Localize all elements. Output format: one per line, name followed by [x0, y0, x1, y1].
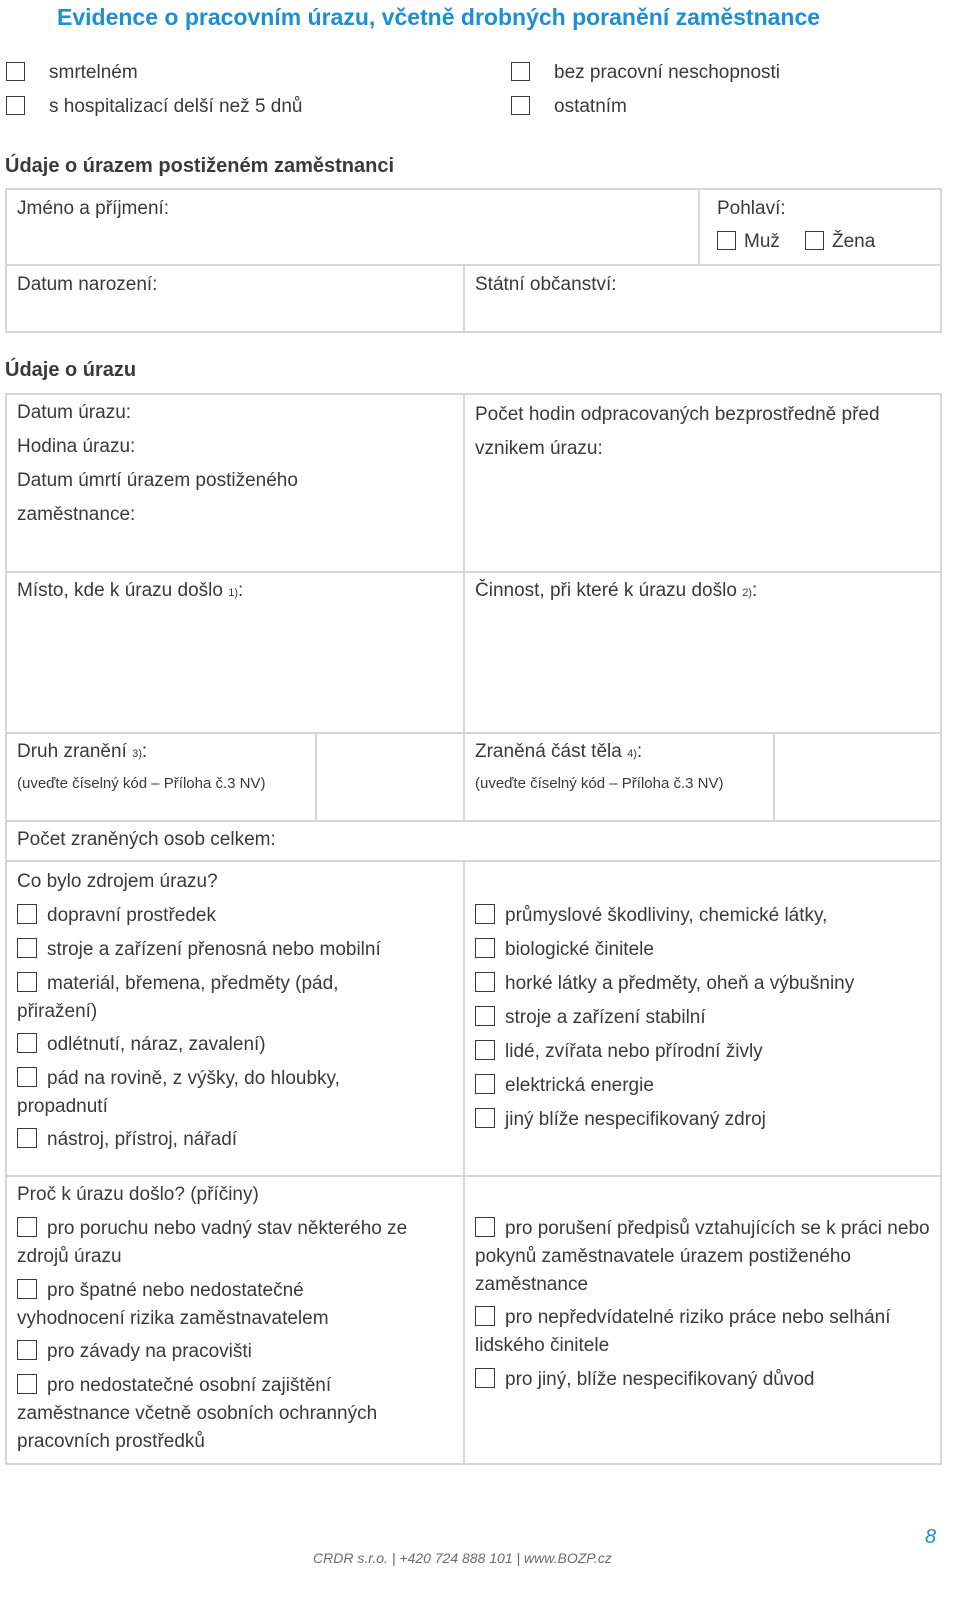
- injury-section-heading: Údaje o úrazu: [5, 359, 137, 381]
- citizenship-label: Státní občanství:: [475, 274, 617, 295]
- divider: [5, 820, 942, 822]
- checkbox[interactable]: [475, 1074, 495, 1094]
- checkbox[interactable]: [475, 1217, 495, 1237]
- gender-option-female[interactable]: Žena: [805, 231, 875, 253]
- source-option[interactable]: průmyslové škodliviny, chemické látky,: [475, 902, 935, 930]
- source-option[interactable]: pád na rovině, z výšky, do hloubky, propadnutí: [17, 1068, 340, 1117]
- divider: [940, 188, 942, 333]
- sources-heading: Co bylo zdrojem úrazu?: [17, 871, 218, 892]
- divider: [463, 860, 465, 1465]
- checkbox[interactable]: [475, 1040, 495, 1060]
- checkbox[interactable]: [17, 972, 37, 992]
- severity-option-other[interactable]: ostatním: [511, 96, 627, 118]
- injured-count-label: Počet zraněných osob celkem:: [17, 829, 276, 850]
- cause-option[interactable]: pro poruchu nebo vadný stav některého ze zdrojů úrazu: [17, 1218, 408, 1267]
- source-option[interactable]: horké látky a předměty, oheň a výbušniny: [475, 970, 935, 998]
- source-option[interactable]: nástroj, přístroj, nářadí: [17, 1126, 447, 1154]
- severity-option-no-sick-leave[interactable]: bez pracovní neschopnosti: [511, 62, 780, 84]
- divider: [5, 188, 942, 190]
- divider: [5, 331, 942, 333]
- checkbox[interactable]: [6, 62, 25, 81]
- checkbox[interactable]: [17, 938, 37, 958]
- causes-heading: Proč k úrazu došlo? (příčiny): [17, 1184, 259, 1205]
- source-option[interactable]: biologické činitele: [475, 936, 935, 964]
- checkbox[interactable]: [475, 1306, 495, 1326]
- name-field-label: Jméno a příjmení:: [17, 198, 170, 219]
- cause-option[interactable]: pro jiný, blíže nespecifikovaný důvod: [475, 1366, 935, 1394]
- footnote-ref: 2): [742, 587, 752, 599]
- footnote-ref: 4): [627, 748, 637, 760]
- employee-section-heading: Údaje o úrazem postiženém zaměstnanci: [5, 155, 395, 177]
- checkbox[interactable]: [17, 1067, 37, 1087]
- source-option[interactable]: materiál, břemena, předměty (pád, přiražení): [17, 973, 339, 1022]
- footnote-ref: 3): [132, 748, 142, 760]
- injury-hour-label: Hodina úrazu:: [17, 436, 136, 457]
- code-hint: (uveďte číselný kód – Příloha č.3 NV): [17, 775, 266, 792]
- severity-option-fatal[interactable]: smrtelném: [6, 62, 138, 84]
- gender-label: Pohlaví:: [717, 198, 786, 219]
- divider: [940, 393, 942, 1465]
- source-option[interactable]: elektrická energie: [475, 1072, 935, 1100]
- cause-option[interactable]: pro porušení předpisů vztahujících se k práci nebo pokynů zaměstnavatele úrazem postiženého zaměstnance: [475, 1218, 930, 1295]
- checkbox[interactable]: [17, 1279, 37, 1299]
- source-option[interactable]: stroje a zařízení přenosná nebo mobilní: [17, 936, 447, 964]
- checkbox[interactable]: [475, 938, 495, 958]
- checkbox[interactable]: [17, 1217, 37, 1237]
- source-option[interactable]: dopravní prostředek: [17, 902, 447, 930]
- divider: [5, 860, 942, 862]
- birth-date-label: Datum narození:: [17, 274, 158, 295]
- checkbox[interactable]: [805, 231, 824, 250]
- severity-option-hospitalization[interactable]: s hospitalizací delší než 5 dnů: [6, 96, 303, 118]
- checkbox[interactable]: [475, 1368, 495, 1388]
- divider: [5, 732, 942, 734]
- hours-worked-label: Počet hodin odpracovaných bezprostředně před vznikem úrazu:: [475, 404, 880, 459]
- injury-type-label: Druh zranění 3):: [17, 741, 148, 762]
- divider: [5, 571, 942, 573]
- divider: [463, 264, 465, 332]
- checkbox[interactable]: [17, 904, 37, 924]
- gender-option-male[interactable]: Muž: [717, 231, 780, 253]
- death-date-label: Datum úmrtí úrazem postiženého zaměstnance:: [17, 470, 298, 525]
- divider: [5, 188, 7, 333]
- cause-option[interactable]: pro špatné nebo nedostatečné vyhodnocení rizika zaměstnavatelem: [17, 1280, 329, 1329]
- divider: [773, 732, 775, 821]
- checkbox[interactable]: [475, 1006, 495, 1026]
- cause-option[interactable]: pro závady na pracovišti: [17, 1338, 457, 1366]
- code-hint: (uveďte číselný kód – Příloha č.3 NV): [475, 775, 724, 792]
- footnote-ref: 1): [228, 587, 238, 599]
- source-option[interactable]: stroje a zařízení stabilní: [475, 1004, 935, 1032]
- checkbox[interactable]: [511, 62, 530, 81]
- divider: [5, 1175, 942, 1177]
- checkbox[interactable]: [6, 96, 25, 115]
- divider: [315, 732, 317, 821]
- activity-label: Činnost, při které k úrazu došlo 2):: [475, 580, 758, 601]
- source-option[interactable]: odlétnutí, náraz, zavalení): [17, 1031, 447, 1059]
- page-title: Evidence o pracovním úrazu, včetně drobných poranění zaměstnance: [57, 4, 821, 30]
- source-option[interactable]: lidé, zvířata nebo přírodní živly: [475, 1038, 935, 1066]
- source-option[interactable]: jiný blíže nespecifikovaný zdroj: [475, 1106, 935, 1134]
- checkbox[interactable]: [717, 231, 736, 250]
- injury-date-label: Datum úrazu:: [17, 402, 132, 423]
- cause-option[interactable]: pro nepředvídatelné riziko práce nebo selhání lidského činitele: [475, 1307, 891, 1356]
- checkbox[interactable]: [17, 1033, 37, 1053]
- checkbox[interactable]: [475, 904, 495, 924]
- body-part-label: Zraněná část těla 4):: [475, 741, 643, 762]
- divider: [5, 1463, 942, 1465]
- checkbox[interactable]: [17, 1374, 37, 1394]
- page-number: 8: [925, 1526, 937, 1548]
- divider: [463, 393, 465, 821]
- cause-option[interactable]: pro nedostatečné osobní zajištění zaměstnance včetně osobních ochranných pracovních prostředků: [17, 1375, 378, 1452]
- checkbox[interactable]: [475, 1108, 495, 1128]
- divider: [5, 393, 7, 1465]
- divider: [5, 264, 942, 266]
- place-label: Místo, kde k úrazu došlo 1):: [17, 580, 244, 601]
- checkbox[interactable]: [17, 1340, 37, 1360]
- divider: [5, 393, 942, 395]
- footer-text: CRDR s.r.o. | +420 724 888 101 | www.BOZP.cz: [313, 1550, 612, 1566]
- checkbox[interactable]: [17, 1128, 37, 1148]
- divider: [698, 188, 700, 265]
- checkbox[interactable]: [511, 96, 530, 115]
- checkbox[interactable]: [475, 972, 495, 992]
